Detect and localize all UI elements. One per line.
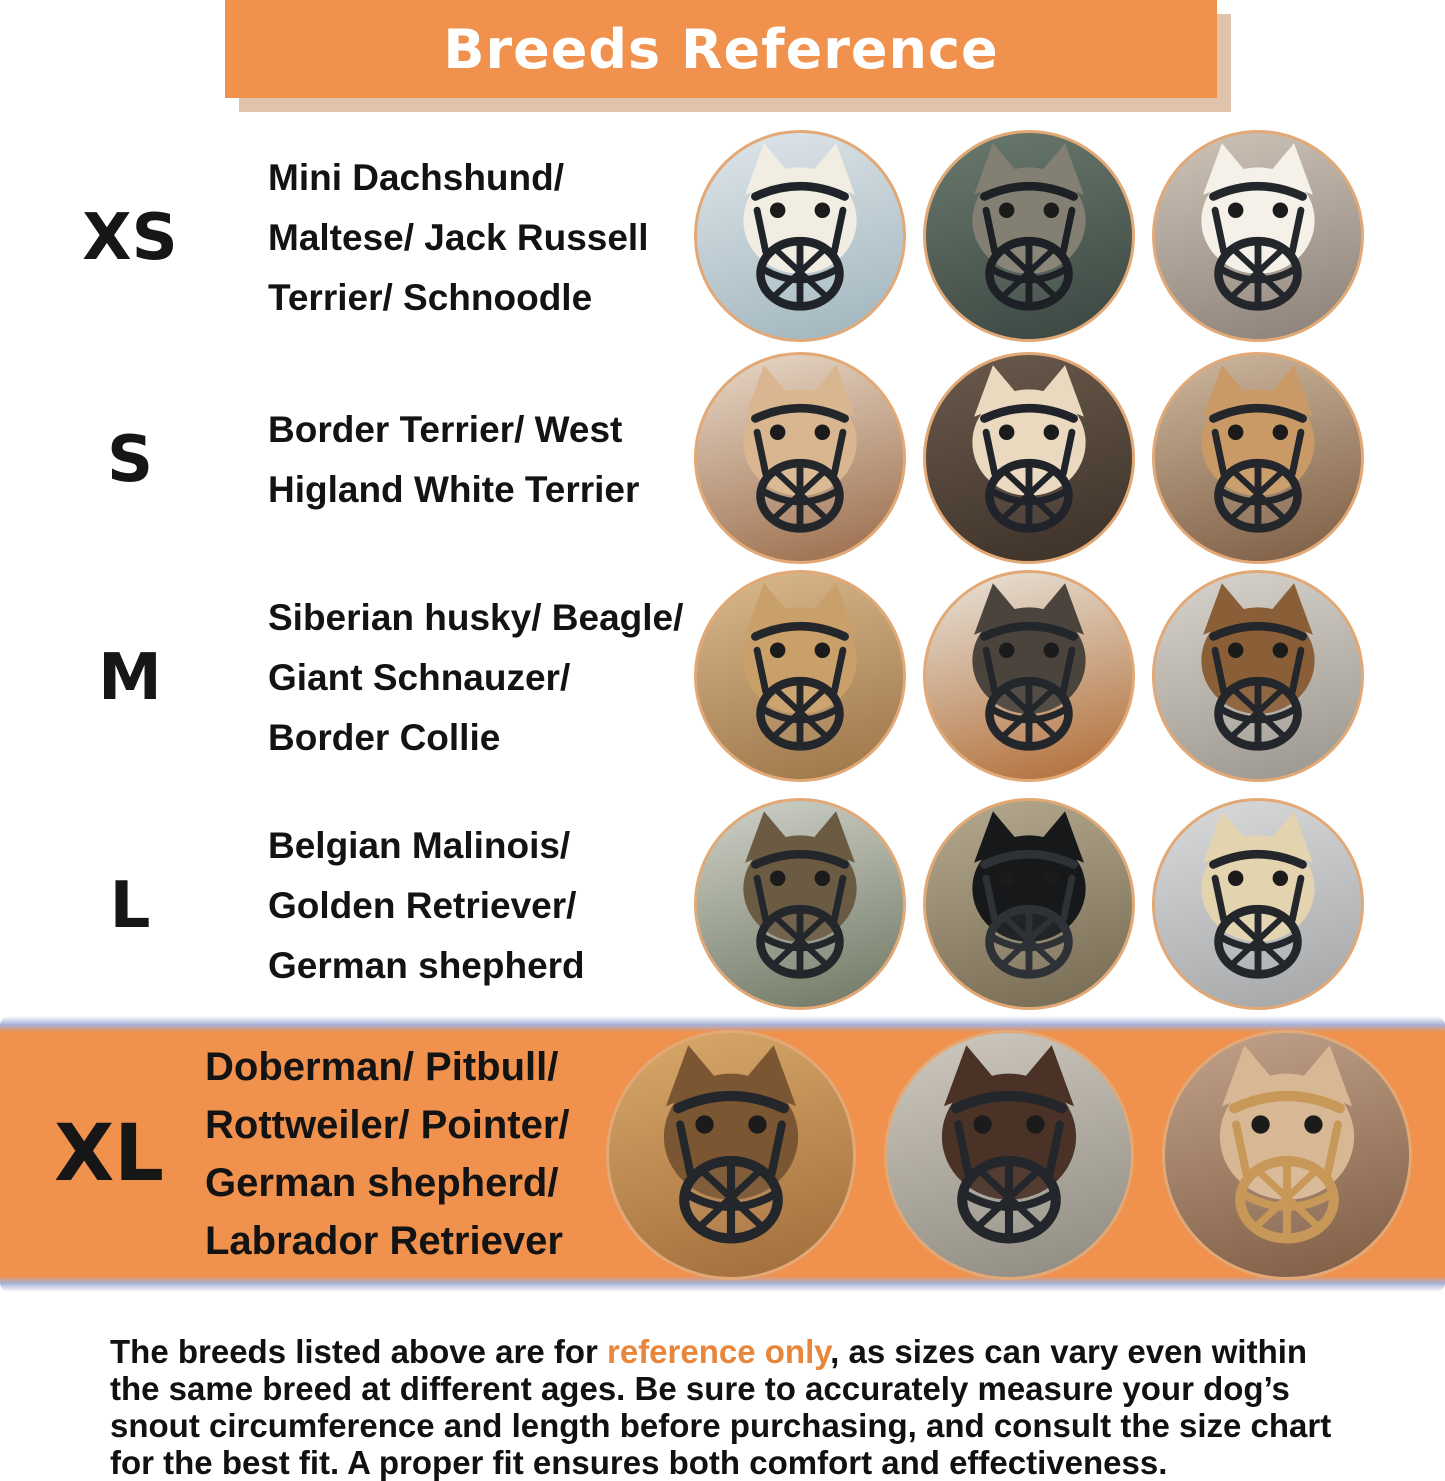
photo-strip-l (694, 798, 1364, 1010)
dog-photo (1152, 352, 1364, 564)
breeds-text-m (268, 588, 683, 768)
size-label-xl: XL (54, 1109, 164, 1199)
dog-photo (694, 570, 906, 782)
breeds-text-xs (268, 148, 649, 328)
breeds-line: Golden Retriever/ (268, 885, 577, 926)
dog-muzzle-icon (1165, 1033, 1409, 1277)
breeds-line: Mini Dachshund/ (268, 157, 564, 198)
dog-muzzle-icon (887, 1033, 1131, 1277)
dog-muzzle-icon (926, 801, 1132, 1007)
breeds-text-xl (205, 1038, 570, 1270)
dog-muzzle-icon (697, 133, 903, 339)
breeds-line: Belgian Malinois/ (268, 825, 571, 866)
breeds-line: Border Collie (268, 717, 501, 758)
breeds-line: Doberman/ Pitbull/ (205, 1045, 559, 1089)
footnote-highlight: reference only (607, 1333, 831, 1370)
breeds-line: German shepherd (268, 945, 585, 986)
breeds-line: Labrador Retriever (205, 1219, 563, 1263)
size-row-m (0, 570, 1445, 786)
footnote-suffix: , as sizes can vary even within the same breed at different ages. Be sure to accurately measure your dog’s snout circumference and length before purchasing, and consult the size chart for the best fit. A proper fit ensures both comfort and effectiveness. (110, 1333, 1332, 1481)
dog-photo (1152, 130, 1364, 342)
breeds-line: Higland White Terrier (268, 469, 640, 510)
dog-muzzle-icon (697, 573, 903, 779)
size-label-s: S (106, 423, 154, 497)
size-row-xl-highlighted (0, 1016, 1445, 1292)
dog-muzzle-icon (609, 1033, 853, 1277)
dog-muzzle-icon (926, 133, 1132, 339)
dog-muzzle-icon (1155, 801, 1361, 1007)
breeds-line: Terrier/ Schnoodle (268, 277, 593, 318)
dog-muzzle-icon (1155, 133, 1361, 339)
dog-photo (606, 1030, 856, 1280)
dog-photo (1162, 1030, 1412, 1280)
dog-muzzle-icon (926, 573, 1132, 779)
breeds-line: German shepherd/ (205, 1161, 559, 1205)
dog-muzzle-icon (1155, 573, 1361, 779)
dog-photo (694, 352, 906, 564)
dog-photo (694, 798, 906, 1010)
header-banner (225, 0, 1217, 98)
dog-photo (694, 130, 906, 342)
dog-photo (884, 1030, 1134, 1280)
dog-photo (923, 798, 1135, 1010)
size-label-xs: XS (82, 201, 178, 275)
dog-photo (1152, 798, 1364, 1010)
footnote-text (110, 1333, 1355, 1481)
dog-muzzle-icon (697, 801, 903, 1007)
page-title: Breeds Reference (443, 17, 999, 81)
dog-photo (923, 570, 1135, 782)
dog-photo (923, 352, 1135, 564)
breeds-line: Rottweiler/ Pointer/ (205, 1103, 570, 1147)
dog-muzzle-icon (697, 355, 903, 561)
size-row-xs (0, 130, 1445, 346)
photo-strip-m (694, 570, 1364, 782)
dog-muzzle-icon (926, 355, 1132, 561)
photo-strip-xs (694, 130, 1364, 342)
breeds-line: Border Terrier/ West (268, 409, 623, 450)
size-label-m: M (98, 641, 162, 715)
breeds-line: Giant Schnauzer/ (268, 657, 571, 698)
breeds-text-l (268, 816, 585, 996)
footnote-prefix: The breeds listed above are for (110, 1333, 607, 1370)
dog-muzzle-icon (1155, 355, 1361, 561)
photo-strip-s (694, 352, 1364, 564)
photo-strip-xl (606, 1030, 1412, 1280)
breeds-line: Maltese/ Jack Russell (268, 217, 649, 258)
dog-photo (1152, 570, 1364, 782)
size-label-l: L (109, 869, 151, 943)
breeds-line: Siberian husky/ Beagle/ (268, 597, 684, 638)
size-row-l (0, 798, 1445, 1014)
size-row-s (0, 352, 1445, 568)
dog-photo (923, 130, 1135, 342)
breeds-text-s (268, 400, 639, 520)
